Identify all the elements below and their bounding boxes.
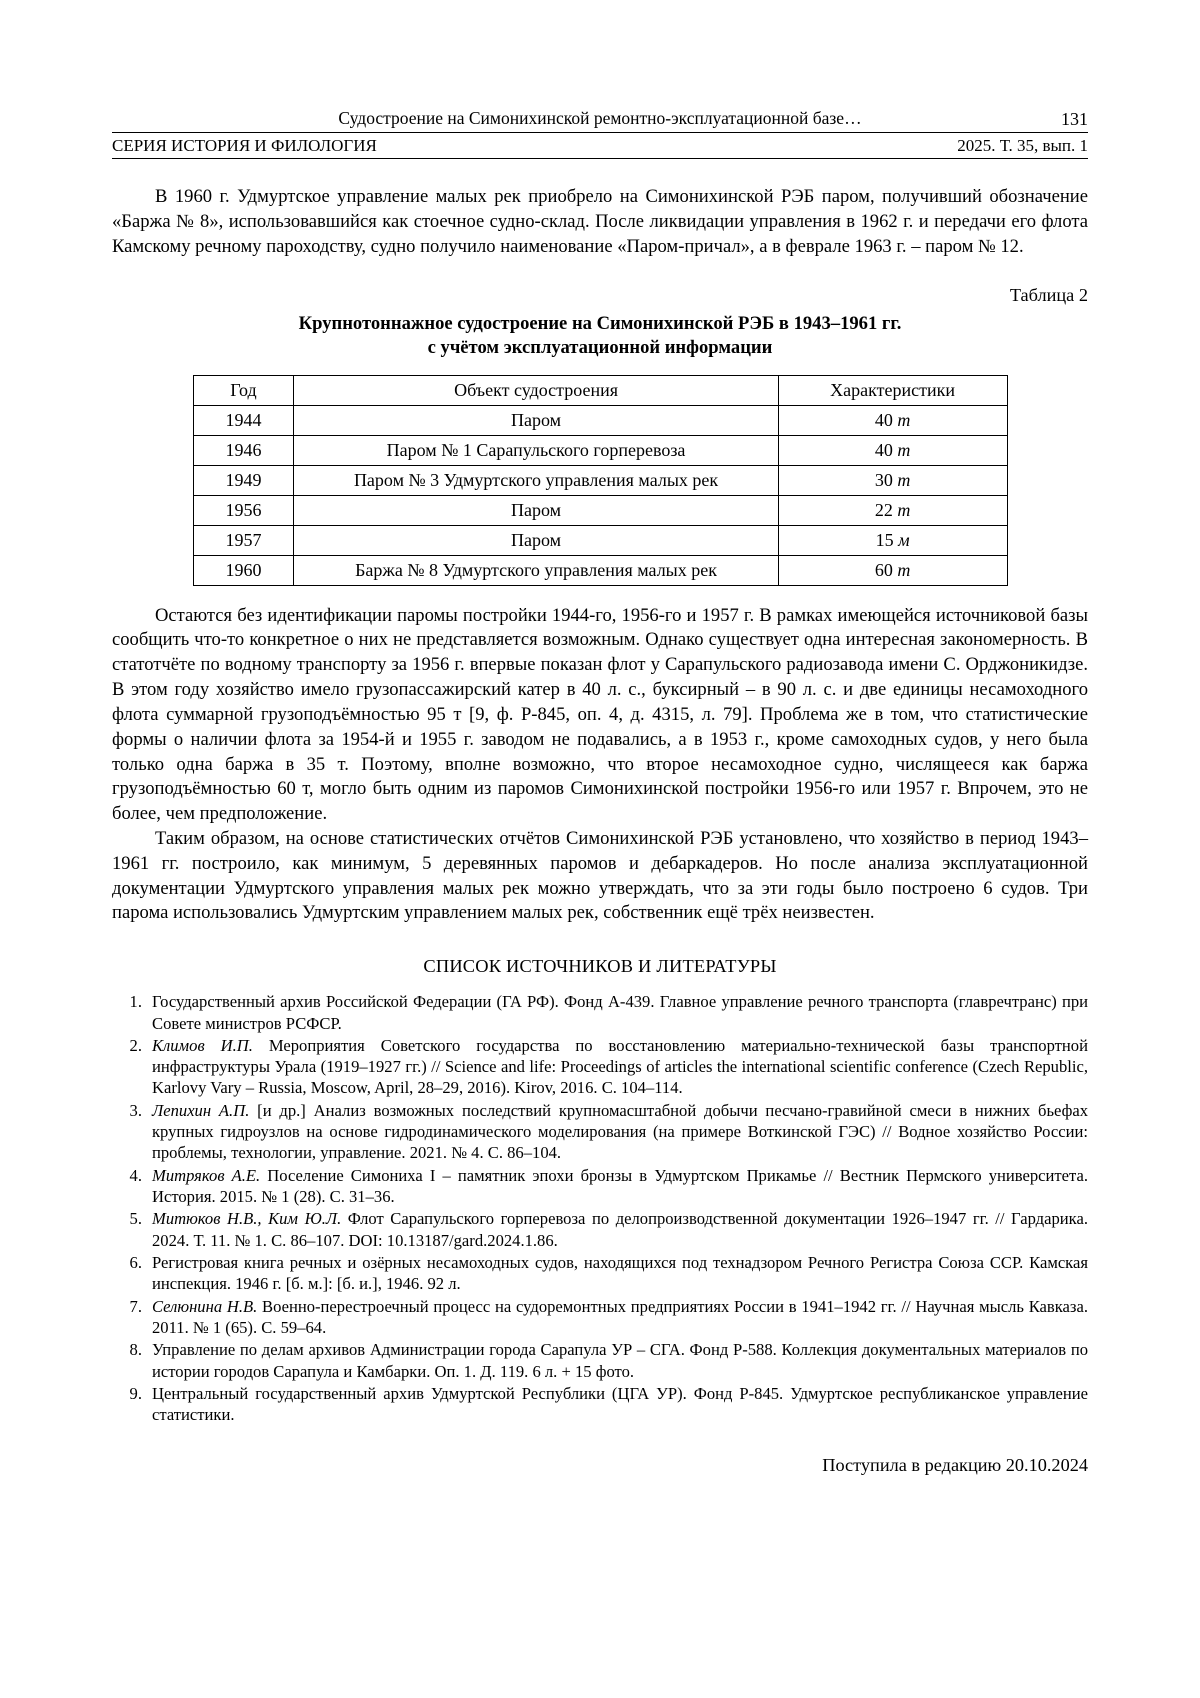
reference-item <box>112 1383 1088 1426</box>
cell-characteristics <box>778 405 1007 435</box>
reference-text: Поселение Симониха I – памятник эпохи бронзы в Удмуртском Прикамье // Вестник Пермского университета. История. 2015. № 1 (28). С. 31–36. <box>152 1165 1088 1207</box>
cell-object: Паром № 3 Удмуртского управления малых рек <box>294 465 778 495</box>
reference-item <box>112 1165 1088 1208</box>
table-title <box>112 312 1088 360</box>
table-row <box>193 405 1007 435</box>
reference-text: Центральный государственный архив Удмуртской Республики (ЦГА УР). Фонд Р-845. Удмуртское республиканское управление статистики. <box>152 1383 1088 1425</box>
reference-item <box>112 991 1088 1034</box>
running-title: Судостроение на Симонихинской ремонтно-эксплуатационной базе… <box>338 108 862 128</box>
reference-author: Климов И.П. <box>152 1035 253 1055</box>
char-unit: т <box>897 409 911 430</box>
received-date: Поступила в редакцию 20.10.2024 <box>822 1455 1088 1476</box>
cell-object: Паром <box>294 525 778 555</box>
cell-object: Баржа № 8 Удмуртского управления малых рек <box>294 555 778 585</box>
char-number: 22 <box>874 499 893 520</box>
table-header-row <box>193 375 1007 405</box>
char-unit: т <box>897 469 911 490</box>
table-row <box>193 555 1007 585</box>
char-number: 40 <box>874 439 893 460</box>
reference-text: [и др.] Анализ возможных последствий крупномасштабной добычи песчано-гравийной смеси в нижних бьефах крупных гидроузлов на основе гидродинамического моделирования (на примере Воткинской ГЭС) // Водное хозяйство России: проблемы, технологии, управление. 2021. № 4. С. 86–104. <box>152 1100 1088 1163</box>
table-number: Таблица 2 <box>1009 285 1088 306</box>
paragraph-1: В 1960 г. Удмуртское управление малых рек приобрело на Симонихинской РЭБ паром, получивший обозначение «Баржа № 8», использовавшийся как стоечное судно-склад. После ликвидации управления в 1962 г. и передачи его флота Камскому речному пароходству, судно получило наименование «Паром-причал», а в феврале 1963 г. – паром № 12. <box>112 185 1088 257</box>
table-title-line-1: Крупнотоннажное судостроение на Симонихинской РЭБ в 1943–1961 гг. <box>298 313 902 335</box>
reference-text: Военно-перестроечный процесс на судоремонтных предприятиях России в 1941–1942 гг. // Научная мысль Кавказа. 2011. № 1 (65). С. 59–64. <box>152 1296 1088 1337</box>
reference-text: Государственный архив Российской Федерации (ГА РФ). Фонд А-439. Главное управление речного транспорта (главречтранс) при Совете министров РСФСР. <box>152 992 1088 1033</box>
char-number: 15 <box>875 529 894 550</box>
cell-year: 1946 <box>193 435 294 465</box>
reference-number: 9. <box>129 1383 142 1403</box>
reference-item <box>112 1100 1088 1164</box>
cell-year: 1957 <box>193 525 294 555</box>
reference-item <box>112 1296 1088 1339</box>
references-list <box>112 991 1088 1425</box>
reference-number: 3. <box>129 1100 142 1120</box>
journal-line <box>112 133 1088 159</box>
reference-text: Флот Сарапульского горперевоза по делопроизводственной документации 1926–1947 гг. // Гардарика. 2024. Т. 11. № 1. С. 86–107. DOI: 10.13187/gard.2024.1.86. <box>152 1209 1088 1250</box>
reference-number: 5. <box>129 1209 142 1229</box>
table-row <box>193 495 1007 525</box>
cell-characteristics <box>778 465 1007 495</box>
shipbuilding-table <box>193 375 1008 586</box>
reference-item <box>112 1339 1088 1382</box>
reference-author: Лепихин А.П. <box>152 1100 250 1120</box>
reference-text: Регистровая книга речных и озёрных несамоходных судов, находящихся под технадзором Речного Регистра Союза ССР. Камская инспекция. 1946 г. [б. м.]: [б. и.], 1946. 92 л. <box>152 1252 1088 1294</box>
cell-characteristics <box>778 555 1007 585</box>
reference-author: Митряков А.Е. <box>152 1165 261 1185</box>
char-unit: т <box>897 559 911 580</box>
reference-item <box>112 1252 1088 1295</box>
reference-number: 1. <box>129 992 142 1012</box>
journal-issue: 2025. Т. 35, вып. 1 <box>957 135 1088 155</box>
char-number: 40 <box>874 409 893 430</box>
reference-item <box>112 1208 1088 1251</box>
reference-text: Управление по делам архивов Администрации города Сарапула УР – СГА. Фонд Р-588. Коллекция документальных материалов по истории городов Сарапула и Камбарки. Оп. 1. Д. 119. 6 л. + 15 фото. <box>152 1340 1088 1381</box>
reference-number: 2. <box>129 1035 142 1055</box>
char-unit: м <box>898 529 910 550</box>
reference-number: 8. <box>129 1340 142 1360</box>
column-header-characteristics: Характеристики <box>778 375 1007 405</box>
paragraph-2: Остаются без идентификации паромы постройки 1944-го, 1956-го и 1957 г. В рамках имеющейся источниковой базы сообщить что-то конкретное о них не представляется возможным. Однако существует одна интересная закономерность. В статотчёте по водному транспорту за 1956 г. впервые показан флот у Сарапульского радиозавода имени С. Орджоникидзе. В этом году хозяйство имело грузопассажирский катер в 40 л. с., буксирный – в 90 л. с. и две единицы несамоходного флота суммарной грузоподъёмностью 95 т [9, ф. Р-845, оп. 4, д. 4315, л. 79]. Проблема же в том, что статистические формы о наличии флота за 1954-й и 1955 г. заводом не подавались, а в 1953 г., кроме самоходных судов, у него была только одна баржа в 35 т. Поэтому, вполне возможно, что второе несамоходное судно, числящееся как баржа грузоподъёмностью 60 т, могло быть одним из паромов Симонихинской постройки 1956-го или 1957 г. Впрочем, это не более, чем предположение. <box>112 604 1088 825</box>
char-number: 60 <box>874 559 893 580</box>
reference-text: Мероприятия Советского государства по восстановлению материально-технической базы транспортной инфраструктуры Урала (1919–1927 гг.) // Science and life: Proceedings of articles the international scientific conference (Czech Republic, Karlovy Vary – Russia, Moscow, April, 28–29, 2016). Kirov, 2016. С. 104–114. <box>152 1035 1088 1098</box>
running-head <box>112 108 1088 130</box>
cell-object: Паром <box>294 405 778 435</box>
page-content <box>112 108 1088 1476</box>
cell-characteristics <box>778 495 1007 525</box>
page-number: 131 <box>1061 109 1088 129</box>
table-row <box>193 435 1007 465</box>
char-number: 30 <box>874 469 893 490</box>
reference-number: 7. <box>129 1296 142 1316</box>
cell-year: 1956 <box>193 495 294 525</box>
column-header-year: Год <box>193 375 294 405</box>
column-header-object: Объект судостроения <box>294 375 778 405</box>
cell-characteristics <box>778 435 1007 465</box>
references-heading: СПИСОК ИСТОЧНИКОВ И ЛИТЕРАТУРЫ <box>423 956 777 977</box>
cell-year: 1944 <box>193 405 294 435</box>
paragraph-3: Таким образом, на основе статистических отчётов Симонихинской РЭБ установлено, что хозяйство в период 1943–1961 гг. построило, как минимум, 5 деревянных паромов и дебаркадеров. Но после анализа эксплуатационной документации Удмуртского управления малых рек можно утверждать, что за эти годы было построено 6 судов. Три парома использовались Удмуртским управлением малых рек, собственник ещё трёх неизвестен. <box>112 827 1088 924</box>
char-unit: т <box>897 439 911 460</box>
cell-year: 1949 <box>193 465 294 495</box>
cell-characteristics <box>778 525 1007 555</box>
cell-object: Паром <box>294 495 778 525</box>
cell-object: Паром № 1 Сарапульского горперевоза <box>294 435 778 465</box>
table-row <box>193 465 1007 495</box>
cell-year: 1960 <box>193 555 294 585</box>
reference-item <box>112 1035 1088 1099</box>
journal-series: СЕРИЯ ИСТОРИЯ И ФИЛОЛОГИЯ <box>112 135 377 155</box>
table-title-line-2: с учётом эксплуатационной информации <box>427 337 773 359</box>
reference-number: 4. <box>129 1165 142 1185</box>
reference-author: Митюков Н.В., Ким Ю.Л. <box>152 1209 342 1229</box>
table-row <box>193 525 1007 555</box>
reference-author: Селюнина Н.В. <box>152 1296 258 1316</box>
reference-number: 6. <box>129 1252 142 1272</box>
char-unit: т <box>897 499 911 520</box>
